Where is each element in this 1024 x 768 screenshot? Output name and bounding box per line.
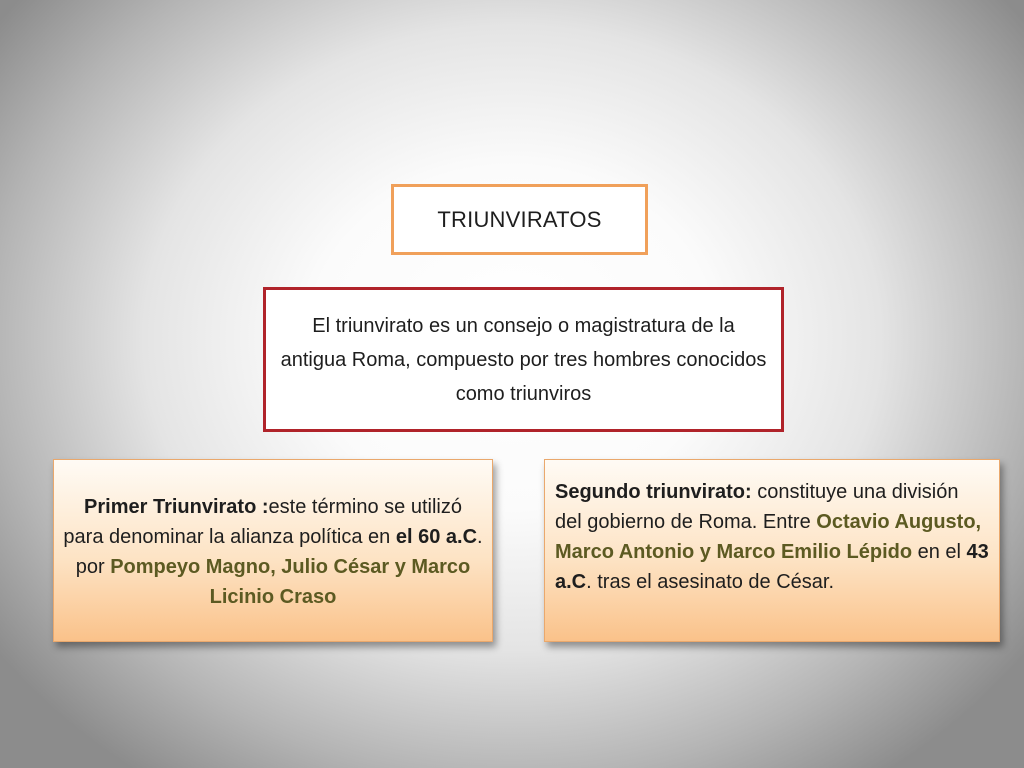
segundo-members: Octavio Augusto, Marco Antonio y Marco Emilio Lépido [555,511,982,563]
primer-triunvirato-box [53,459,493,642]
definition-text: El triunvirato es un consejo o magistratura de la antigua Roma, compuesto por tres hombres conocidos como triunviros [280,314,767,405]
title-box [391,184,648,255]
segundo-triunvirato-box [544,459,1000,642]
primer-date: el 60 a.C [395,526,478,548]
segundo-date: 43 a.C [555,541,989,593]
segundo-text-1: constituye una división del gobierno de Roma. Entre [555,481,959,533]
primer-label: Primer Triunvirato : [84,496,269,518]
segundo-text-2: en el [912,541,967,563]
diagram-title: TRIUNVIRATOS [437,206,602,232]
primer-text-2: . por [75,526,483,578]
segundo-label: Segundo triunvirato: [555,481,752,503]
segundo-text-3: . tras el asesinato de César. [586,571,835,593]
primer-members: Pompeyo Magno, Julio César y Marco Licinio Craso [110,556,471,608]
definition-box [263,287,784,432]
primer-text-1: este término se utilizó para denominar la alianza política en [63,496,462,548]
